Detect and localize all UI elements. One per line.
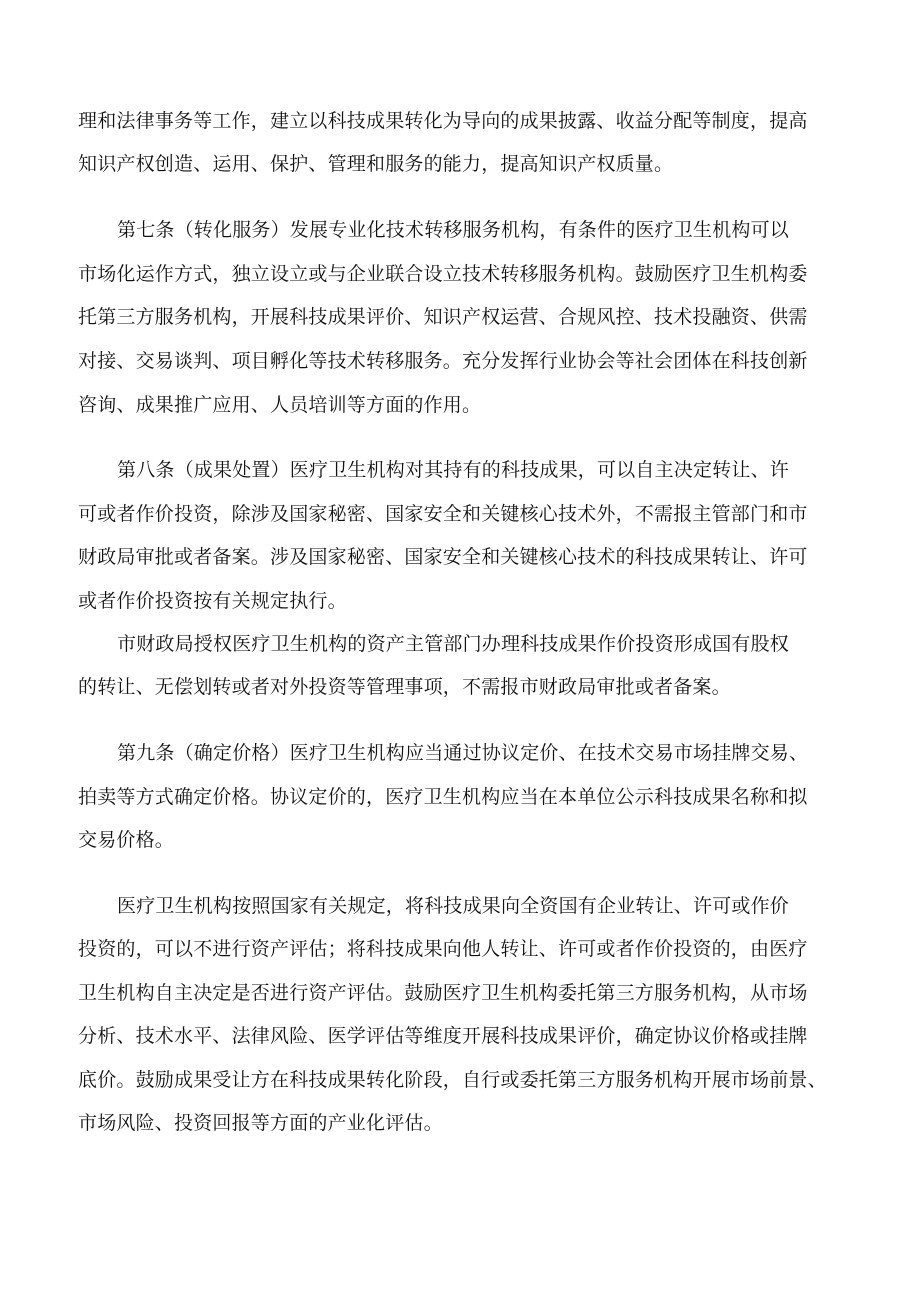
text-line: 医疗卫生机构按照国家有关规定，将科技成果向全资国有企业转让、许可或作价 xyxy=(117,895,790,917)
text-line: 交易价格。 xyxy=(78,829,175,851)
text-line: 或者作价投资按有关规定执行。 xyxy=(78,590,347,612)
text-line: 理和法律事务等工作，建立以科技成果转化为导向的成果披露、收益分配等制度，提高 xyxy=(78,110,808,132)
text-line: 底价。鼓励成果受让方在科技成果转化阶段，自行或委托第三方服务机构开展市场前景、 xyxy=(78,1069,827,1091)
text-line: 市财政局授权医疗卫生机构的资产主管部门办理科技成果作价投资形成国有股权 xyxy=(117,633,790,655)
text-line: 托第三方服务机构，开展科技成果评价、知识产权运营、合规风控、技术投融资、供需 xyxy=(78,306,808,328)
text-line: 第九条（确定价格）医疗卫生机构应当通过协议定价、在技术交易市场挂牌交易、 xyxy=(117,742,809,764)
text-line: 市场风险、投资回报等方面的产业化评估。 xyxy=(78,1112,443,1134)
text-line: 可或者作价投资，除涉及国家秘密、国家安全和关键核心技术外，不需报主管部门和市 xyxy=(78,503,808,525)
text-line: 卫生机构自主决定是否进行资产评估。鼓励医疗卫生机构委托第三方服务机构，从市场 xyxy=(78,982,808,1004)
text-line: 投资的，可以不进行资产评估；将科技成果向他人转让、许可或者作价投资的，由医疗 xyxy=(78,938,808,960)
text-line: 财政局审批或者备案。涉及国家秘密、国家安全和关键核心技术的科技成果转让、许可 xyxy=(78,546,808,568)
text-line: 第八条（成果处置）医疗卫生机构对其持有的科技成果，可以自主决定转让、许 xyxy=(117,459,790,481)
text-line: 分析、技术水平、法律风险、医学评估等维度开展科技成果评价，确定协议价格或挂牌 xyxy=(78,1025,808,1047)
text-line: 市场化运作方式，独立设立或与企业联合设立技术转移服务机构。鼓励医疗卫生机构委 xyxy=(78,263,808,285)
text-line: 拍卖等方式确定价格。协议定价的，医疗卫生机构应当在本单位公示科技成果名称和拟 xyxy=(78,786,808,808)
text-line: 对接、交易谈判、项目孵化等技术转移服务。充分发挥行业协会等社会团体在科技创新 xyxy=(78,350,808,372)
text-line: 第七条（转化服务）发展专业化技术转移服务机构，有条件的医疗卫生机构可以 xyxy=(117,219,790,241)
text-line: 的转让、无偿划转或者对外投资等管理事项，不需报市财政局审批或者备案。 xyxy=(78,676,731,698)
text-line: 知识产权创造、运用、保护、管理和服务的能力，提高知识产权质量。 xyxy=(78,153,674,175)
text-line: 咨询、成果推广应用、人员培训等方面的作用。 xyxy=(78,394,482,416)
